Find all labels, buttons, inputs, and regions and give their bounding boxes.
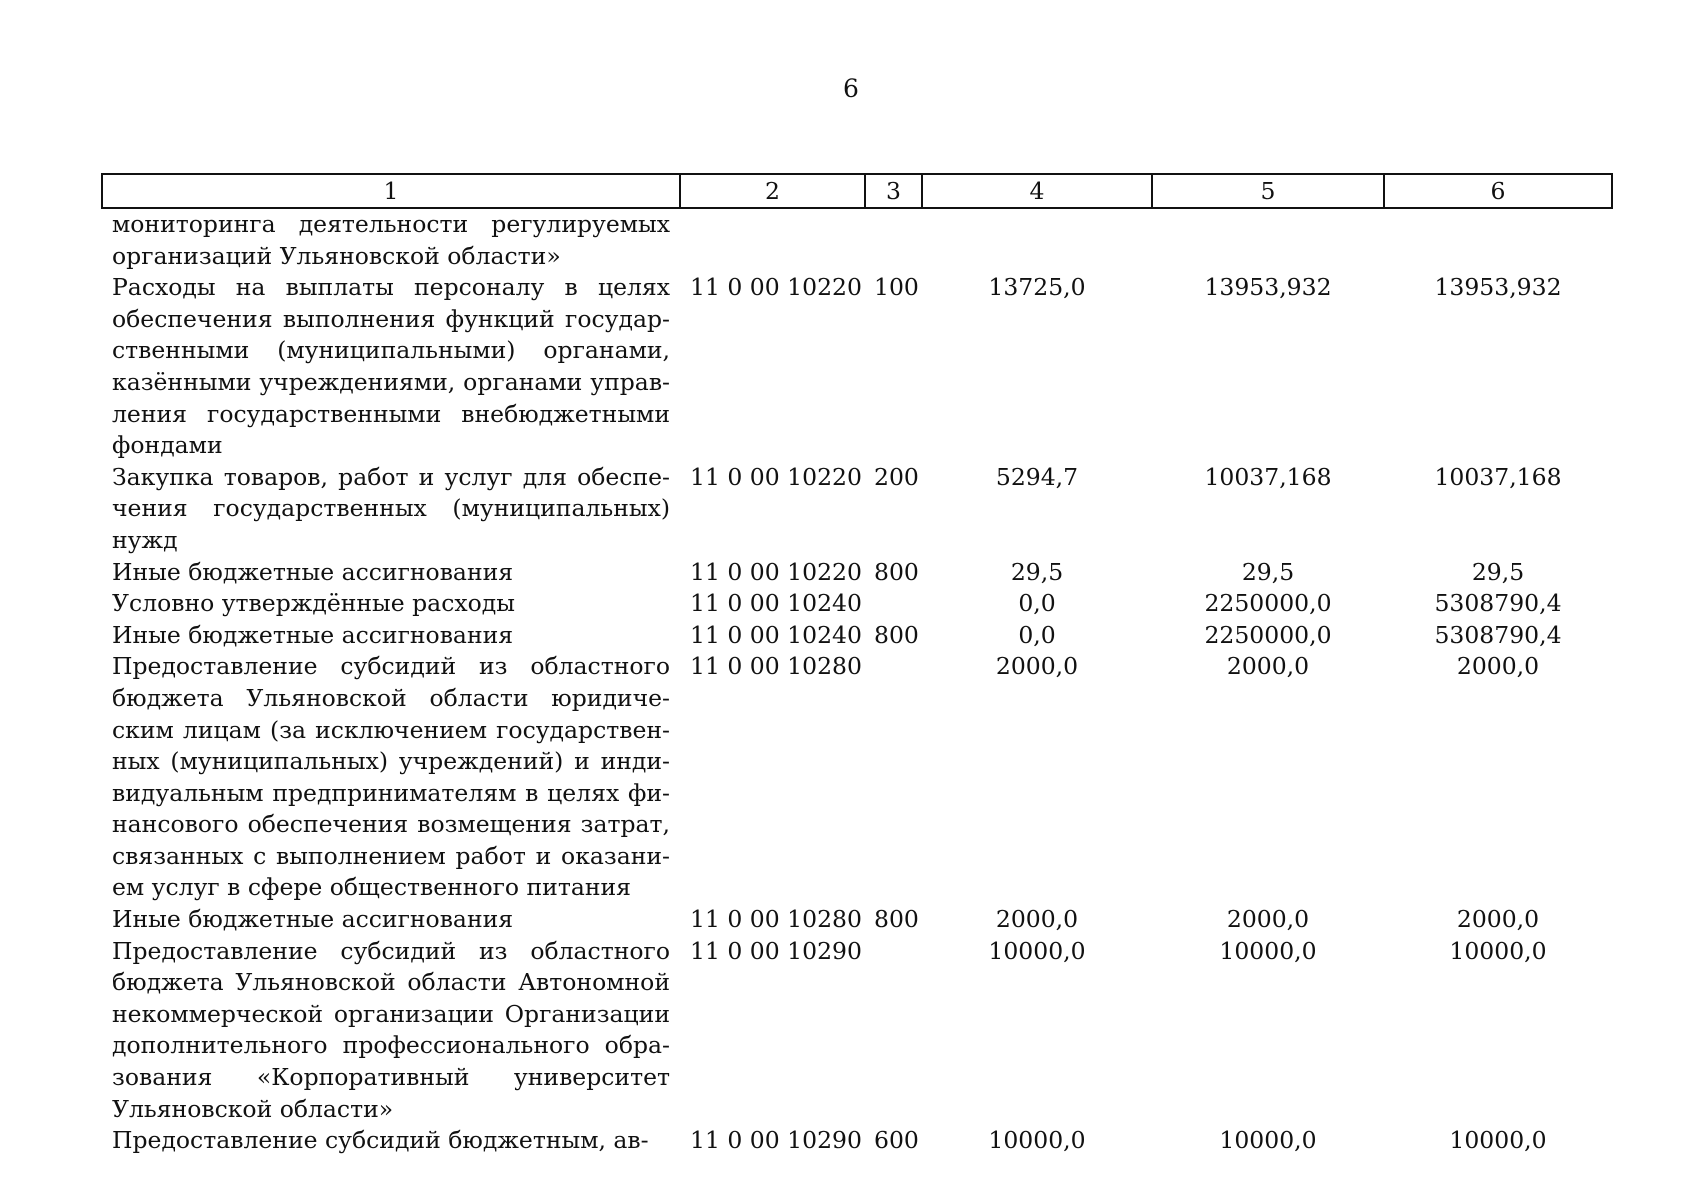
table-row xyxy=(102,936,1612,1126)
row-type: 600 xyxy=(874,1126,919,1155)
header-cell-3: 3 xyxy=(865,174,922,208)
header-row xyxy=(102,174,1612,208)
row-value-6 xyxy=(1384,208,1612,272)
row-value-6: 10000,0 xyxy=(1449,1126,1547,1155)
row-value-4: 5294,7 xyxy=(995,462,1079,491)
row-value-5: 10037,168 xyxy=(1204,462,1332,491)
row-type: 200 xyxy=(874,462,919,491)
row-value-4: 10000,0 xyxy=(988,936,1086,965)
header-cell-2: 2 xyxy=(680,174,865,208)
row-name: Расходы на выплаты персоналу в целях обеспечения выполнения функций государственными (муниципальными) органами, казёнными учреждениями, органами управления государственными внебюджетными фондами xyxy=(112,273,670,460)
table-row xyxy=(102,588,1612,620)
row-type xyxy=(865,208,922,272)
row-value-6: 13953,932 xyxy=(1434,273,1562,302)
table-row xyxy=(102,272,1612,462)
row-name: Предоставление субсидий из областного бюджета Ульяновской области Автономной некоммерческой организации Организации дополнительного профессионального образования «Корпоративный университет Ульяновской области» xyxy=(112,936,670,1123)
row-name: Предоставление субсидий бюджетным, ав- xyxy=(112,1126,649,1155)
row-value-5: 29,5 xyxy=(1241,557,1295,586)
row-value-5: 13953,932 xyxy=(1204,273,1332,302)
row-value-4: 2000,0 xyxy=(995,905,1079,934)
table-row xyxy=(102,462,1612,557)
row-type: 800 xyxy=(874,905,919,934)
row-type: 800 xyxy=(874,557,919,586)
row-type xyxy=(865,651,922,904)
header-cell-6: 6 xyxy=(1384,174,1612,208)
row-name: Иные бюджетные ассигнования xyxy=(112,905,514,934)
table-row xyxy=(102,208,1612,272)
row-code xyxy=(680,208,865,272)
row-code: 11 0 00 10280 xyxy=(690,652,862,681)
row-code: 11 0 00 10240 xyxy=(690,620,862,649)
row-name: Иные бюджетные ассигнования xyxy=(112,557,514,586)
row-code: 11 0 00 10290 xyxy=(690,936,862,965)
row-value-4: 29,5 xyxy=(1010,557,1064,586)
row-value-5: 10000,0 xyxy=(1219,1126,1317,1155)
row-type: 800 xyxy=(874,620,919,649)
page-number: 6 xyxy=(843,74,859,103)
row-name: Условно утверждённые расходы xyxy=(112,589,515,618)
row-code: 11 0 00 10220 xyxy=(690,557,862,586)
row-value-4: 2000,0 xyxy=(995,652,1079,681)
header-cell-1: 1 xyxy=(102,174,680,208)
header-cell-4: 4 xyxy=(922,174,1152,208)
row-value-5: 2250000,0 xyxy=(1204,620,1332,649)
row-code: 11 0 00 10220 xyxy=(690,273,862,302)
table-row xyxy=(102,1125,1612,1157)
table-row xyxy=(102,904,1612,936)
row-value-4: 13725,0 xyxy=(988,273,1086,302)
table-row xyxy=(102,620,1612,652)
row-name: Предоставление субсидий из областного бюджета Ульяновской области юридическим лицам (за исключением государственных (муниципальных) учреждений) и индивидуальным предпринимателям в целях финансового обеспечения возмещения затрат, связанных с выполнением работ и оказанием услуг в сфере общественного питания xyxy=(112,652,670,902)
row-code: 11 0 00 10240 xyxy=(690,589,862,618)
row-value-6: 2000,0 xyxy=(1456,652,1540,681)
row-value-4: 0,0 xyxy=(1018,620,1056,649)
row-value-6: 5308790,4 xyxy=(1434,589,1562,618)
row-value-5: 2000,0 xyxy=(1226,652,1310,681)
row-value-5: 2000,0 xyxy=(1226,905,1310,934)
row-value-5 xyxy=(1152,208,1384,272)
row-value-4: 10000,0 xyxy=(988,1126,1086,1155)
row-code: 11 0 00 10290 xyxy=(690,1126,862,1155)
table-row xyxy=(102,557,1612,589)
table-row xyxy=(102,651,1612,904)
row-code: 11 0 00 10220 xyxy=(690,462,862,491)
row-type: 100 xyxy=(874,273,919,302)
budget-table xyxy=(101,173,1613,1157)
row-value-5: 10000,0 xyxy=(1219,936,1317,965)
row-value-6: 2000,0 xyxy=(1456,905,1540,934)
row-name: Иные бюджетные ассигнования xyxy=(112,620,514,649)
row-value-6: 29,5 xyxy=(1471,557,1525,586)
row-type xyxy=(865,588,922,620)
row-name: Закупка товаров, работ и услуг для обеспечения государственных (муниципальных) нужд xyxy=(112,462,670,554)
row-type xyxy=(865,936,922,1126)
row-value-5: 2250000,0 xyxy=(1204,589,1332,618)
header-cell-5: 5 xyxy=(1152,174,1384,208)
row-value-4 xyxy=(922,208,1152,272)
row-value-6: 10000,0 xyxy=(1449,936,1547,965)
row-name: мониторинга деятельности регулируемых организаций Ульяновской области» xyxy=(112,210,670,270)
row-value-6: 10037,168 xyxy=(1434,462,1562,491)
row-code: 11 0 00 10280 xyxy=(690,905,862,934)
row-value-6: 5308790,4 xyxy=(1434,620,1562,649)
row-value-4: 0,0 xyxy=(1018,589,1056,618)
